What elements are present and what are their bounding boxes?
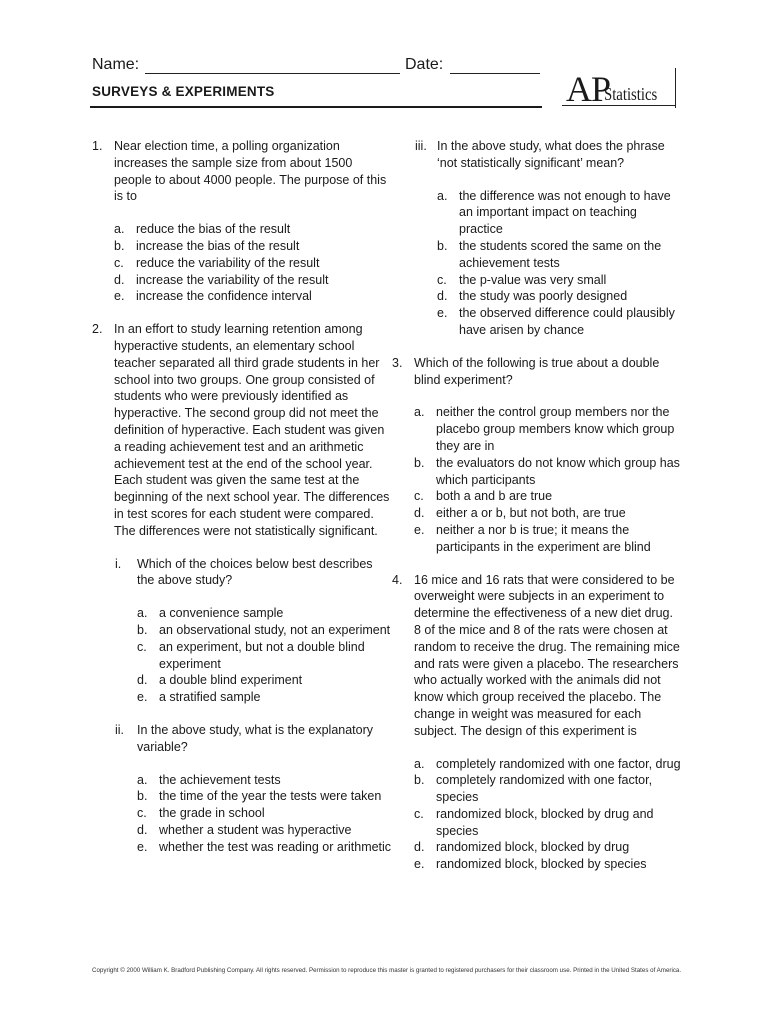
option-text: neither a nor b is true; it means the participants in the experiment are blind	[436, 522, 651, 554]
option-letter: d.	[414, 506, 425, 521]
option-text: the achievement tests	[159, 772, 281, 787]
option-text: increase the bias of the result	[136, 238, 300, 253]
subquestion-text: In the above study, what is the explanatory variable?	[137, 722, 374, 754]
option-letter: b.	[437, 238, 448, 253]
option-text: increase the variability of the result	[136, 272, 329, 287]
option-letter: a.	[114, 222, 125, 237]
question-number: 3.	[392, 355, 403, 370]
answer-options	[414, 404, 682, 555]
option-text: neither the control group members nor the placebo group members know which group they are in	[436, 405, 675, 453]
answer-option[interactable]	[414, 806, 682, 840]
question-text: Near election time, a polling organization increases the sample size from about 1500 people to about 4000 people. The purpose of this is to	[114, 139, 387, 204]
answer-option[interactable]	[414, 839, 682, 856]
subquestion-number: ii.	[115, 722, 125, 737]
name-field-line	[145, 73, 400, 74]
option-text: either a or b, but not both, are true	[436, 506, 626, 521]
option-letter: c.	[437, 272, 447, 287]
answer-option[interactable]	[137, 605, 392, 622]
answer-options	[437, 188, 682, 339]
option-text: randomized block, blocked by species	[436, 857, 647, 872]
answer-option[interactable]	[114, 238, 392, 255]
option-text: reduce the bias of the result	[136, 222, 291, 237]
option-text: completely randomized with one factor, drug	[436, 756, 681, 771]
logo-right-bar	[675, 68, 676, 108]
answer-option[interactable]	[414, 856, 682, 873]
answer-option[interactable]	[414, 404, 682, 454]
answer-option[interactable]	[414, 505, 682, 522]
option-letter: c.	[137, 806, 147, 821]
option-text: reduce the variability of the result	[136, 255, 320, 270]
date-field-line	[450, 73, 540, 74]
option-letter: d.	[437, 289, 448, 304]
question-3	[392, 355, 682, 556]
subquestion-text: Which of the choices below best describes the above study?	[137, 556, 373, 588]
option-text: an observational study, not an experiment	[159, 622, 391, 637]
option-text: the difference was not enough to have an important impact on teaching practice	[459, 188, 671, 237]
title-divider	[90, 106, 542, 108]
option-text: randomized block, blocked by drug and species	[436, 806, 654, 838]
answer-option[interactable]	[114, 288, 392, 305]
option-text: the time of the year the tests were taken	[159, 789, 382, 804]
option-text: the evaluators do not know which group has which participants	[436, 455, 680, 487]
option-text: whether a student was hyperactive	[159, 822, 352, 837]
question-text: Which of the following is true about a double blind experiment?	[414, 355, 660, 387]
option-letter: a.	[137, 606, 148, 621]
option-letter: d.	[414, 840, 425, 855]
option-letter: d.	[114, 272, 125, 287]
option-letter: e.	[137, 839, 148, 854]
option-text: a double blind experiment	[159, 673, 303, 688]
question-4	[392, 572, 682, 874]
copyright-footer: Copyright © 2000 William K. Bradford Publishing Company. All rights reserved. Permission to reproduce this master is granted to registered purchasers for their classroom use. Printed in the United States of America.	[92, 967, 682, 974]
answer-options	[137, 605, 392, 706]
question-2-part-i	[115, 556, 392, 706]
answer-options	[414, 756, 682, 874]
answer-option[interactable]	[114, 221, 392, 238]
option-letter: a.	[437, 188, 448, 203]
answer-option[interactable]	[437, 188, 682, 238]
subquestion-number: i.	[115, 556, 122, 571]
left-column	[92, 138, 392, 871]
right-column	[392, 138, 682, 889]
question-2	[92, 321, 392, 539]
option-text: the observed difference could plausibly have arisen by chance	[459, 306, 675, 337]
answer-option[interactable]	[437, 288, 682, 305]
option-letter: b.	[137, 622, 148, 637]
question-2-part-iii	[415, 138, 682, 339]
option-text: an experiment, but not a double blind experiment	[159, 639, 365, 671]
question-text: 16 mice and 16 rats that were considered to be overweight were subjects in an experiment to determine the effectiveness of a new diet drug. 8 of the mice and 8 of the rats were chosen at random to receive the drug. The remaining mice and rats were given a placebo. The researchers who actually worked with the animals did not know which group received the placebo. The change in weight was measured for each subject. The design of this experiment is	[414, 572, 680, 738]
ap-statistics-logo	[560, 68, 678, 110]
answer-option[interactable]	[437, 238, 682, 272]
question-1	[92, 138, 392, 305]
option-letter: c.	[114, 255, 124, 270]
answer-option[interactable]	[414, 488, 682, 505]
option-letter: d.	[137, 673, 148, 688]
answer-option[interactable]	[137, 805, 392, 822]
option-text: the p-value was very small	[459, 272, 607, 287]
option-letter: c.	[137, 639, 147, 654]
worksheet-title: SURVEYS & EXPERIMENTS	[92, 84, 275, 99]
option-letter: e.	[414, 857, 425, 872]
subquestion-text: In the above study, what does the phrase ‘not statistically significant’ mean?	[437, 139, 665, 170]
answer-option[interactable]	[437, 272, 682, 289]
option-letter: b.	[137, 789, 148, 804]
answer-option[interactable]	[137, 822, 392, 839]
option-letter: a.	[414, 756, 425, 771]
answer-option[interactable]	[437, 305, 682, 339]
logo-baseline	[562, 105, 676, 106]
option-letter: a.	[414, 405, 425, 420]
date-label: Date:	[405, 56, 444, 73]
logo-subject-text: Statistics	[604, 84, 658, 104]
option-text: randomized block, blocked by drug	[436, 840, 630, 855]
option-letter: a.	[137, 772, 148, 787]
name-label: Name:	[92, 56, 140, 73]
subquestion-number: iii.	[415, 139, 427, 153]
option-letter: e.	[437, 306, 448, 321]
answer-option[interactable]	[114, 272, 392, 289]
answer-options	[137, 772, 392, 856]
question-text: In an effort to study learning retention among hyperactive students, an elementary school teacher separated all third grade students in her school into two groups. One group consisted of students who were previously identified as hyperactive. The second group did not meet the definition of hyperactive. Each student was given a reading achievement test and an arithmetic achievement test at the end of the school year. Each student was given the same test at the beginning of the next school year. The differences in test scores for each student were compared. The differences were not statistically significant.	[114, 322, 390, 538]
option-text: whether the test was reading or arithmetic	[159, 839, 392, 854]
option-letter: e.	[414, 522, 425, 537]
option-text: a stratified sample	[159, 690, 261, 705]
answer-option[interactable]	[414, 756, 682, 773]
option-letter: c.	[414, 489, 424, 504]
question-number: 2.	[92, 322, 103, 337]
option-letter: b.	[114, 238, 125, 253]
answer-option[interactable]	[414, 772, 682, 806]
option-text: both a and b are true	[436, 489, 553, 504]
answer-option[interactable]	[137, 839, 392, 856]
answer-option[interactable]	[414, 522, 682, 556]
question-2-part-ii	[115, 722, 392, 856]
option-text: the grade in school	[159, 806, 265, 821]
question-number: 4.	[392, 572, 403, 587]
option-letter: d.	[137, 822, 148, 837]
option-text: the students scored the same on the achievement tests	[459, 238, 662, 270]
answer-option[interactable]	[137, 788, 392, 805]
answer-option[interactable]	[137, 622, 392, 639]
answer-option[interactable]	[114, 255, 392, 272]
option-text: a convenience sample	[159, 606, 284, 621]
option-text: the study was poorly designed	[459, 289, 628, 304]
answer-option[interactable]	[414, 455, 682, 489]
option-letter: b.	[414, 773, 425, 788]
answer-option[interactable]	[137, 772, 392, 789]
question-number: 1.	[92, 139, 103, 153]
logo-ap-text: AP	[566, 69, 611, 109]
answer-option[interactable]	[137, 639, 392, 673]
option-text: completely randomized with one factor, species	[436, 773, 653, 805]
option-text: increase the confidence interval	[136, 289, 312, 304]
option-letter: e.	[137, 690, 148, 705]
option-letter: e.	[114, 289, 125, 304]
option-letter: c.	[414, 806, 424, 821]
answer-options	[114, 221, 392, 305]
answer-option[interactable]	[137, 689, 392, 706]
answer-option[interactable]	[137, 672, 392, 689]
option-letter: b.	[414, 455, 425, 470]
